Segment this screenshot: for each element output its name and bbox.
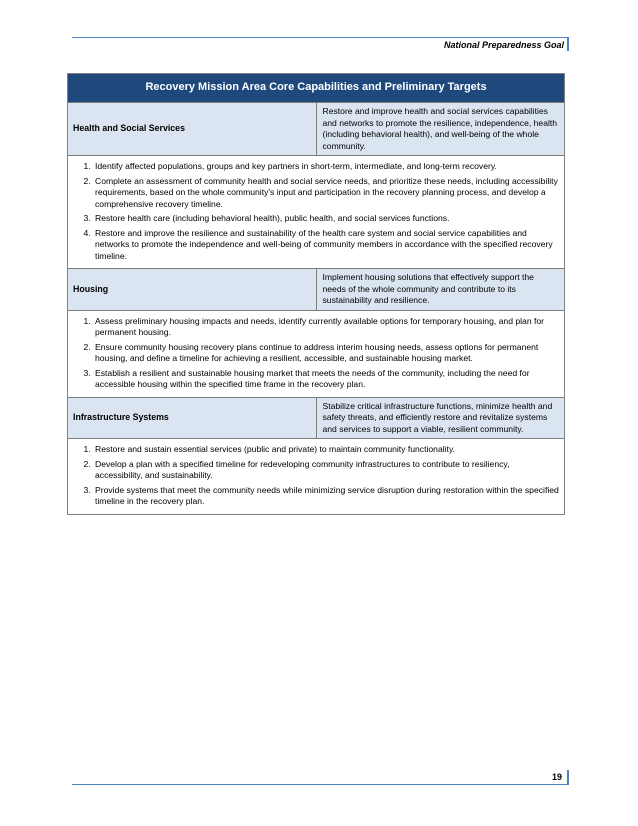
capability-row-housing <box>68 269 565 311</box>
table-title: Recovery Mission Area Core Capabilities and Preliminary Targets <box>68 74 565 103</box>
targets-cell <box>68 156 565 269</box>
targets-cell <box>68 310 565 397</box>
list-item: 2. Complete an assessment of community health and social service needs, and prioritize these needs, including accessibility requirements, based on the whole community's input and participation in the recovery planning process, and develop a comprehensive recovery timeline. <box>93 176 559 211</box>
capability-row-health <box>68 103 565 156</box>
capability-row-infrastructure <box>68 397 565 439</box>
header-accent-bar <box>567 37 569 51</box>
list-item: 2. Ensure community housing recovery plans continue to address interim housing needs, assess options for permanent housing, and define a timeline for achieving a resilient, accessible, and sustainable housing market. <box>93 342 559 365</box>
capability-description: Implement housing solutions that effectively support the needs of the whole community and contribute to its sustainability and resilience. <box>316 269 565 311</box>
list-item: 3. Restore health care (including behavioral health), public health, and social services functions. <box>93 213 559 225</box>
targets-list <box>73 444 559 508</box>
footer-accent-bar <box>567 770 569 785</box>
targets-row-health <box>68 156 565 269</box>
targets-list <box>73 316 559 391</box>
targets-row-housing <box>68 310 565 397</box>
list-item: 1. Restore and sustain essential services (public and private) to maintain community functionality. <box>93 444 559 456</box>
running-header-title: National Preparedness Goal <box>443 40 564 50</box>
list-item: 2. Develop a plan with a specified timeline for redeveloping community infrastructures to contribute to resiliency, accessibility, and sustainability. <box>93 459 559 482</box>
list-item: 1. Identify affected populations, groups and key partners in short-term, intermediate, and long-term recovery. <box>93 161 559 173</box>
table-title-row <box>68 74 565 103</box>
page-number: 19 <box>551 772 562 782</box>
capability-label: Housing <box>68 269 317 311</box>
list-item: 3. Provide systems that meet the community needs while minimizing service disruption during restoration within the specified timeline in the recovery plan. <box>93 485 559 508</box>
capability-description: Restore and improve health and social services capabilities and networks to promote the resilience, independence, health (including behavioral health), and well-being of the whole community. <box>316 103 565 156</box>
list-item: 1. Assess preliminary housing impacts and needs, identify currently available options for temporary housing, and plan for permanent housing. <box>93 316 559 339</box>
core-capabilities-table <box>67 73 565 515</box>
footer-rule <box>72 784 568 785</box>
capability-label: Infrastructure Systems <box>68 397 317 439</box>
header-rule <box>72 37 568 38</box>
capability-description: Stabilize critical infrastructure functions, minimize health and safety threats, and efficiently restore and revitalize systems and services to support a viable, resilient community. <box>316 397 565 439</box>
targets-row-infrastructure <box>68 439 565 515</box>
targets-cell <box>68 439 565 515</box>
list-item: 4. Restore and improve the resilience and sustainability of the health care system and social service capabilities and networks to promote the independence and well-being of community members in accordance with the specified recovery timeline. <box>93 228 559 263</box>
list-item: 3. Establish a resilient and sustainable housing market that meets the needs of the community, including the need for accessible housing within the specified time frame in the recovery plan. <box>93 368 559 391</box>
capability-label: Health and Social Services <box>68 103 317 156</box>
targets-list <box>73 161 559 262</box>
